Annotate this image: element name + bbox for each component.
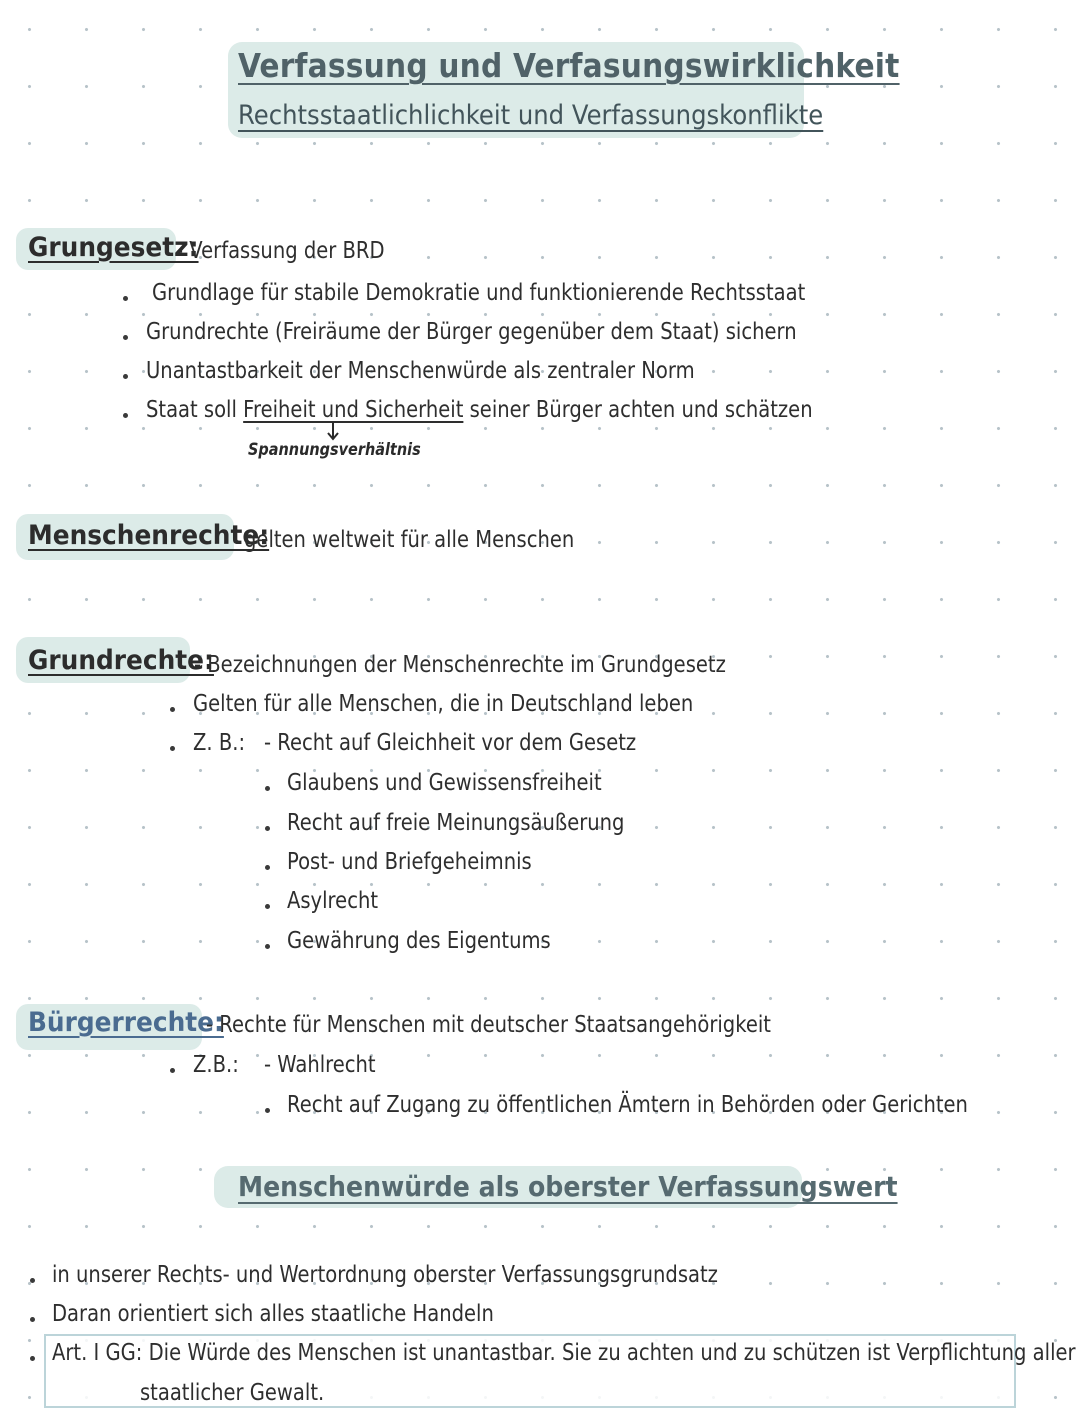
bullet <box>265 1108 270 1113</box>
bullet <box>123 413 128 418</box>
bullet <box>123 335 128 340</box>
article-1-quote-line-2: staatlicher Gewalt. <box>140 1380 325 1406</box>
bullet <box>265 786 270 791</box>
bullet <box>265 944 270 949</box>
page-title: Verfassung und Verfasungswirklichkeit <box>238 46 900 85</box>
bullet <box>265 865 270 870</box>
grundrechte-example-5: Gewährung des Eigentums <box>287 928 551 954</box>
freiheit-sicherheit-phrase: Freiheit und Sicherheit <box>243 397 464 423</box>
bullet <box>170 746 175 751</box>
grundrechte-example-2: Recht auf freie Meinungsäußerung <box>287 810 625 836</box>
bullet <box>30 1278 35 1283</box>
buergerrechte-zb-label: Z.B.: <box>193 1052 239 1078</box>
grundrechte-example-3: Post- und Briefgeheimnis <box>287 849 532 875</box>
grundrechte-heading: Grundrechte: <box>28 645 214 676</box>
buergerrechte-heading: Bürgerrechte: <box>28 1007 224 1038</box>
bullet <box>265 904 270 909</box>
grundrechte-definition: - Bezeichnungen der Menschenrechte im Grundgesetz <box>194 652 726 678</box>
buergerrechte-zb-first: - Wahlrecht <box>264 1052 376 1078</box>
bullet-4-suffix: seiner Bürger achten und schätzen <box>469 397 813 423</box>
grundrechte-example-4: Asylrecht <box>287 888 379 914</box>
grundgesetz-heading: Grungesetz: <box>28 232 199 263</box>
grundgesetz-bullet-3: Unantastbarkeit der Menschenwürde als zentraler Norm <box>146 358 695 384</box>
bullet <box>30 1317 35 1322</box>
menschenwuerde-heading: Menschenwürde als oberster Verfassungswert <box>238 1170 898 1203</box>
grundrechte-example-1: Glaubens und Gewissensfreiheit <box>287 770 602 796</box>
page-subtitle: Rechtsstaatlichlichkeit und Verfassungskonflikte <box>238 100 824 131</box>
grundgesetz-definition: - Verfassung der BRD <box>176 238 385 264</box>
grundrechte-zb-first: - Recht auf Gleichheit vor dem Gesetz <box>264 730 637 756</box>
grundrechte-zb-label: Z. B.: <box>193 730 246 756</box>
buergerrechte-example-1: Recht auf Zugang zu öffentlichen Ämtern in Behörden oder Gerichten <box>287 1092 968 1118</box>
menschenrechte-definition: gelten weltweit für alle Menschen <box>244 527 575 553</box>
bullet <box>30 1356 35 1361</box>
bullet-4-prefix: Staat soll <box>146 397 237 423</box>
spannungsverhaeltnis-annotation: Spannungsverhältnis <box>248 440 421 460</box>
bullet <box>170 1068 175 1073</box>
buergerrechte-definition: - Rechte für Menschen mit deutscher Staatsangehörigkeit <box>206 1012 771 1038</box>
menschenwuerde-bullet-1: in unserer Rechts- und Wertordnung oberster Verfassungsgrundsatz <box>52 1262 718 1288</box>
bullet <box>265 826 270 831</box>
menschenwuerde-bullet-2: Daran orientiert sich alles staatliche Handeln <box>52 1301 494 1327</box>
grundgesetz-bullet-4 <box>146 397 813 423</box>
grundgesetz-bullet-1: Grundlage für stabile Demokratie und funktionierende Rechtsstaat <box>152 280 806 306</box>
bullet <box>123 296 128 301</box>
article-1-quote-line-1: Art. I GG: Die Würde des Menschen ist unantastbar. Sie zu achten und zu schützen ist Verpflichtung aller <box>52 1340 1076 1366</box>
grundgesetz-bullet-2: Grundrechte (Freiräume der Bürger gegenüber dem Staat) sichern <box>146 319 797 345</box>
bullet <box>123 374 128 379</box>
grundrechte-bullet-1: Gelten für alle Menschen, die in Deutschland leben <box>193 691 694 717</box>
bullet <box>170 707 175 712</box>
menschenrechte-heading: Menschenrechte: <box>28 520 270 551</box>
